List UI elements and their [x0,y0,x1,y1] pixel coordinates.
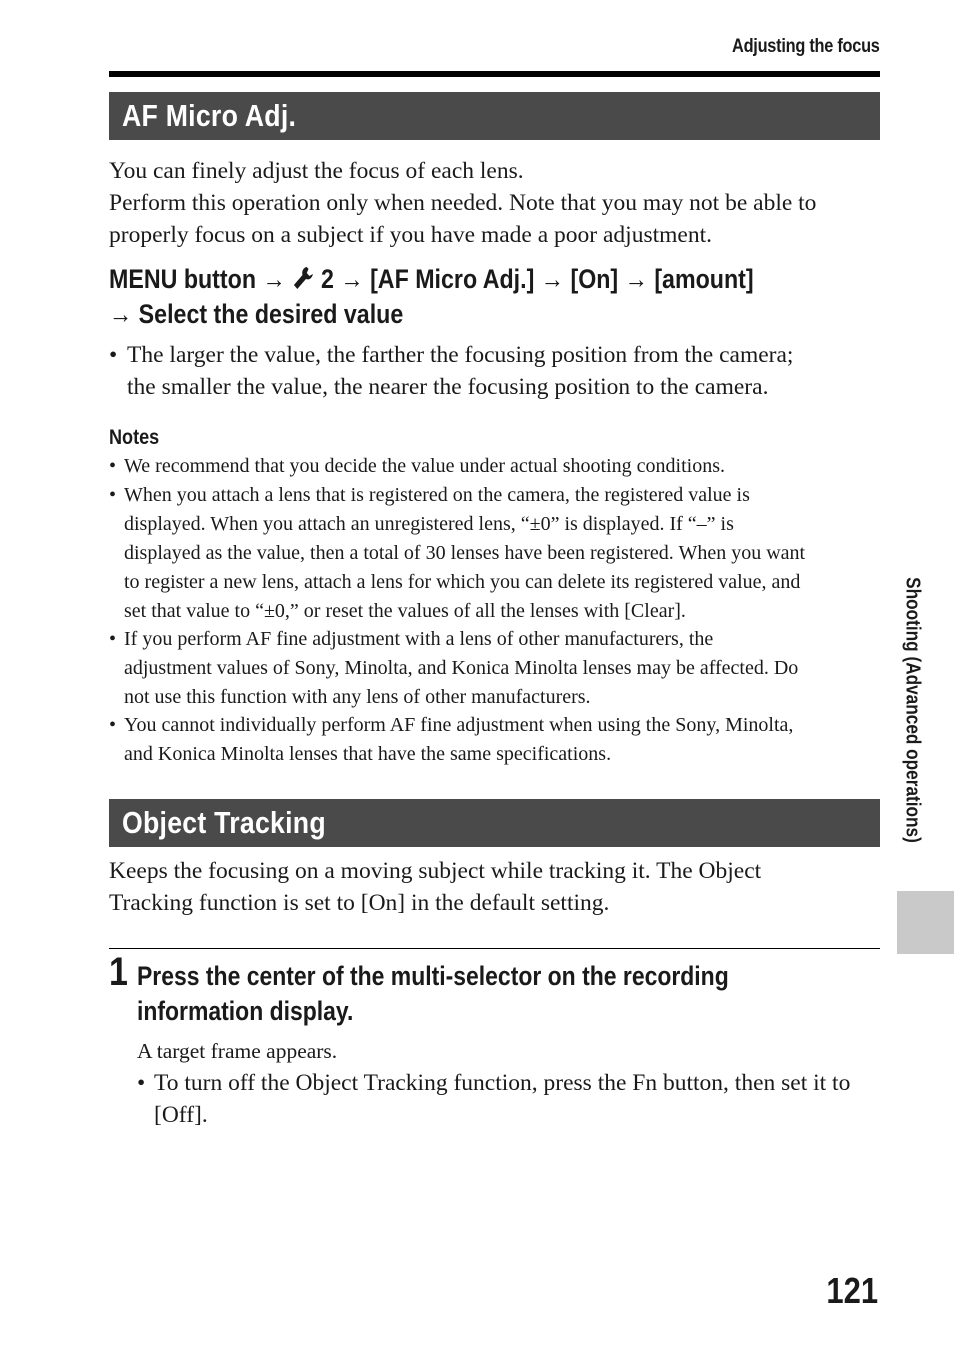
page-number: 121 [826,1270,878,1311]
arrow-right-icon: → [262,264,286,294]
menu-step: [amount] [654,264,754,294]
section-heading-text: Object Tracking [122,805,326,840]
menu-step: MENU button [109,264,257,294]
note-item [109,711,793,769]
step-result: A target frame appears. [137,1039,338,1063]
menu-step: [On] [570,264,619,294]
menu-step: 2 [320,264,334,294]
note-line: to register a new lens, attach a lens for which you can delete its registered value, and [124,571,801,593]
side-tab-text: Shooting (Advanced operations) [901,577,924,843]
note-item [109,481,805,626]
running-header: Adjusting the focus [732,36,880,57]
intro-line: You can finely adjust the focus of each lens. [109,158,524,184]
list-item [137,1067,850,1131]
intro-line: properly focus on a subject if you have made a poor adjustment. [109,222,712,248]
bullet-icon: • [109,714,117,736]
menu-path-line-2 [109,297,403,332]
note-line: adjustment values of Sony, Minolta, and Konica Minolta lenses may be affected. Do [124,657,799,679]
arrow-right-icon: → [624,264,648,294]
header-rule [109,71,880,77]
menu-path-line-1 [109,262,754,300]
step-line: Press the center of the multi-selector on the recording [137,961,729,991]
section-heading-af-micro-adj [109,92,880,140]
side-tab-marker [897,891,954,954]
intro-line: Keeps the focusing on a moving subject while tracking it. The Object [109,858,762,884]
intro-line: Perform this operation only when needed. Note that you may not be able to [109,190,817,216]
note-line: You cannot individually perform AF fine adjustment when using the Sony, Minolta, [124,714,794,736]
section-heading-object-tracking [109,799,880,847]
bullet-line: the smaller the value, the nearer the focusing position to the camera. [127,374,769,400]
note-line: and Konica Minolta lenses that have the same specifications. [124,743,612,765]
note-line: When you attach a lens that is registered on the camera, the registered value is [124,484,750,506]
bullet-icon: • [109,455,117,477]
object-tracking-intro [109,855,761,919]
note-line: displayed. When you attach an unregistered lens, “±0” is displayed. If “–” is [124,513,734,535]
bullet-icon: • [109,628,117,650]
arrow-right-icon: → [540,264,564,294]
note-item [109,625,798,712]
arrow-right-icon: → [340,264,364,294]
bullet-line: [Off]. [154,1102,208,1128]
note-item [109,452,725,481]
step-divider [109,948,880,949]
note-line: set that value to “±0,” or reset the values of all the lenses with [Clear]. [124,600,686,622]
list-item [109,339,793,403]
intro-line: Tracking function is set to [On] in the default setting. [109,890,610,916]
bullet-icon: • [137,1070,146,1096]
note-line: displayed as the value, then a total of 30 lenses have been registered. When you want [124,542,806,564]
menu-step: [AF Micro Adj.] [370,264,535,294]
menu-step: Select the desired value [138,299,404,329]
notes-heading: Notes [109,426,160,449]
af-micro-intro [109,155,816,251]
bullet-icon: • [109,484,117,506]
note-line: not use this function with any lens of other manufacturers. [124,686,591,708]
note-line: If you perform AF fine adjustment with a lens of other manufacturers, the [124,628,714,650]
note-line: We recommend that you decide the value under actual shooting conditions. [124,455,725,477]
step-line: information display. [137,996,354,1026]
arrow-right-icon: → [109,299,133,329]
step-instruction [137,959,729,1029]
bullet-line: The larger the value, the farther the focusing position from the camera; [127,342,794,368]
bullet-icon: • [109,342,118,368]
step-number: 1 [109,950,128,994]
section-heading-text: AF Micro Adj. [122,98,297,133]
side-tab-label [891,550,933,870]
wrench-icon [292,265,314,300]
bullet-line: To turn off the Object Tracking function, press the Fn button, then set it to [154,1070,851,1096]
